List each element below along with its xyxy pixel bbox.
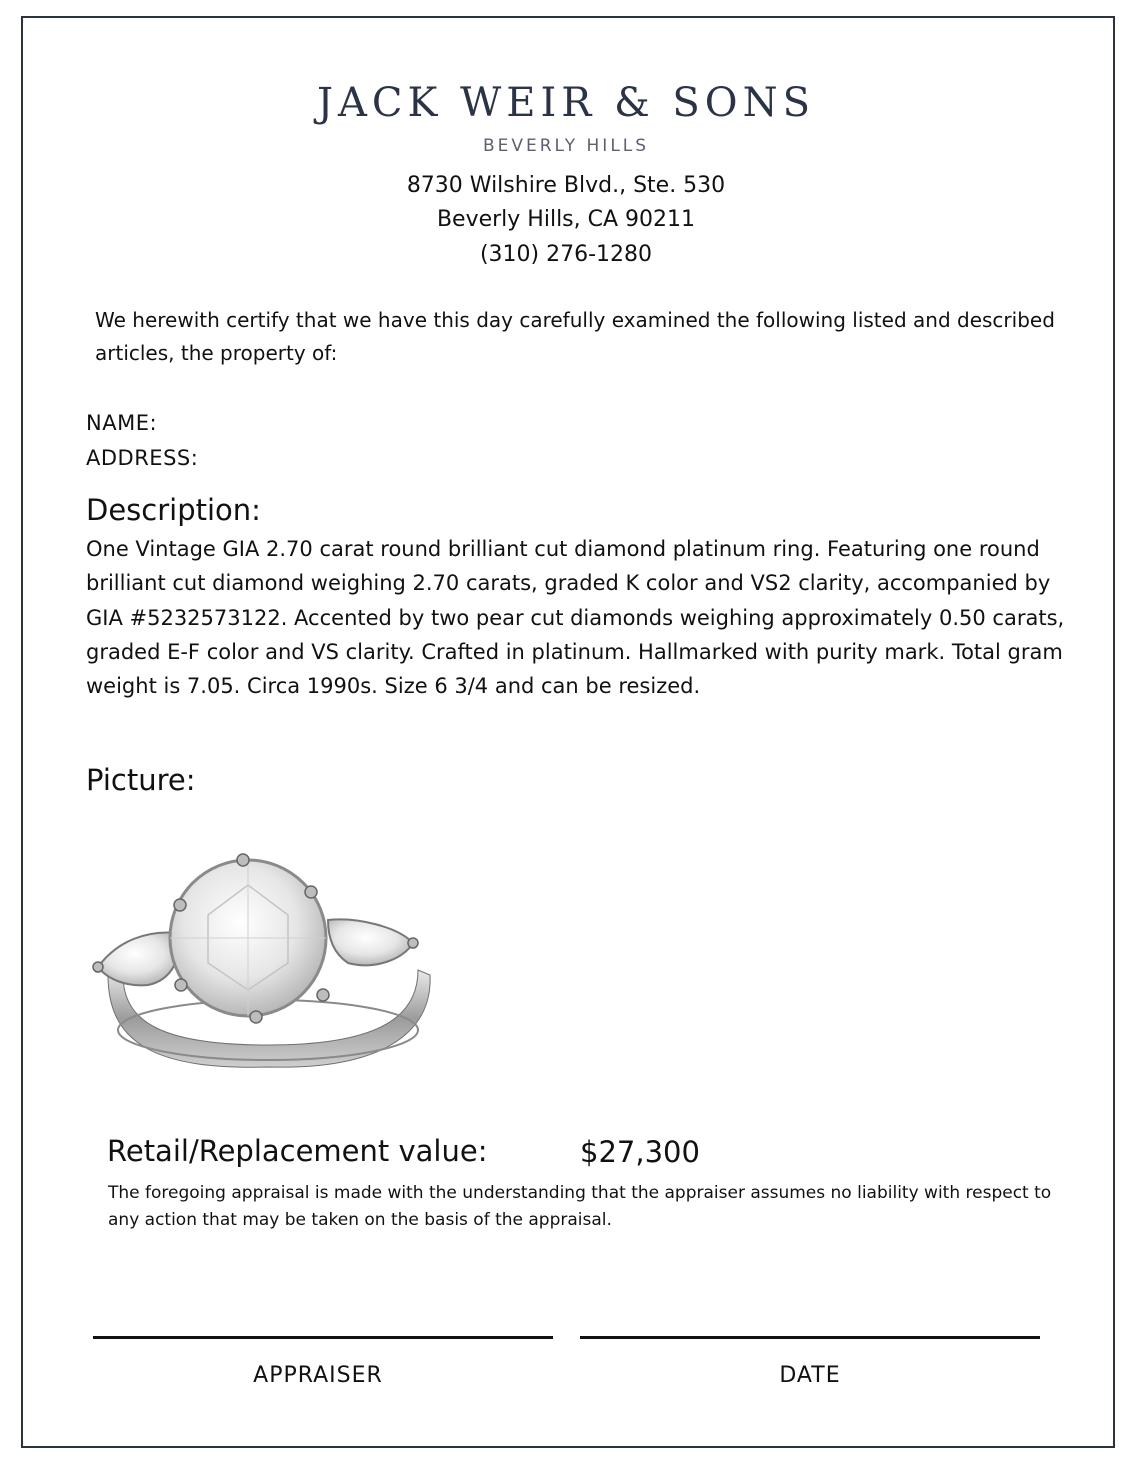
ring-photo [88,845,438,1075]
description-text: One Vintage GIA 2.70 carat round brilliant cut diamond platinum ring. Featuring one round brilliant cut diamond weighing 2.70 carats, graded K color and VS2 clarity, accompanied by GIA #5232573122. Accented by two pear cut diamonds weighing approximately 0.50 carats, graded E-F color and VS clarity. Crafted in platinum. Hallmarked with purity mark. Total gram weight is 7.05. Circa 1990s. Size 6 3/4 and can be resized. [86,537,1065,699]
phone-number: (310) 276-1280 [479,242,653,267]
appraiser-signature-line [93,1336,553,1339]
appraisal-disclaimer: The foregoing appraisal is made with the understanding that the appraiser assumes no liability with respect to any action that may be taken on the basis of the appraisal. [108,1183,1052,1230]
brand-name: JACK WEIR & SONS [317,80,815,126]
certification-statement: We herewith certify that we have this day carefully examined the following listed and described articles, the property of: [95,308,1055,365]
retail-value-amount: $27,300 [580,1135,700,1169]
address-label: ADDRESS: [86,446,199,470]
date-label: DATE [779,1363,841,1388]
date-signature-line [580,1336,1040,1339]
name-label: NAME: [86,411,158,435]
brand-location: BEVERLY HILLS [482,136,650,156]
description-heading: Description: [86,493,261,527]
retail-value-label: Retail/Replacement value: [107,1134,488,1168]
picture-heading: Picture: [86,763,196,797]
address-line-2: Beverly Hills, CA 90211 [436,207,696,232]
appraiser-label: APPRAISER [253,1363,383,1388]
address-line-1: 8730 Wilshire Blvd., Ste. 530 [406,173,726,198]
